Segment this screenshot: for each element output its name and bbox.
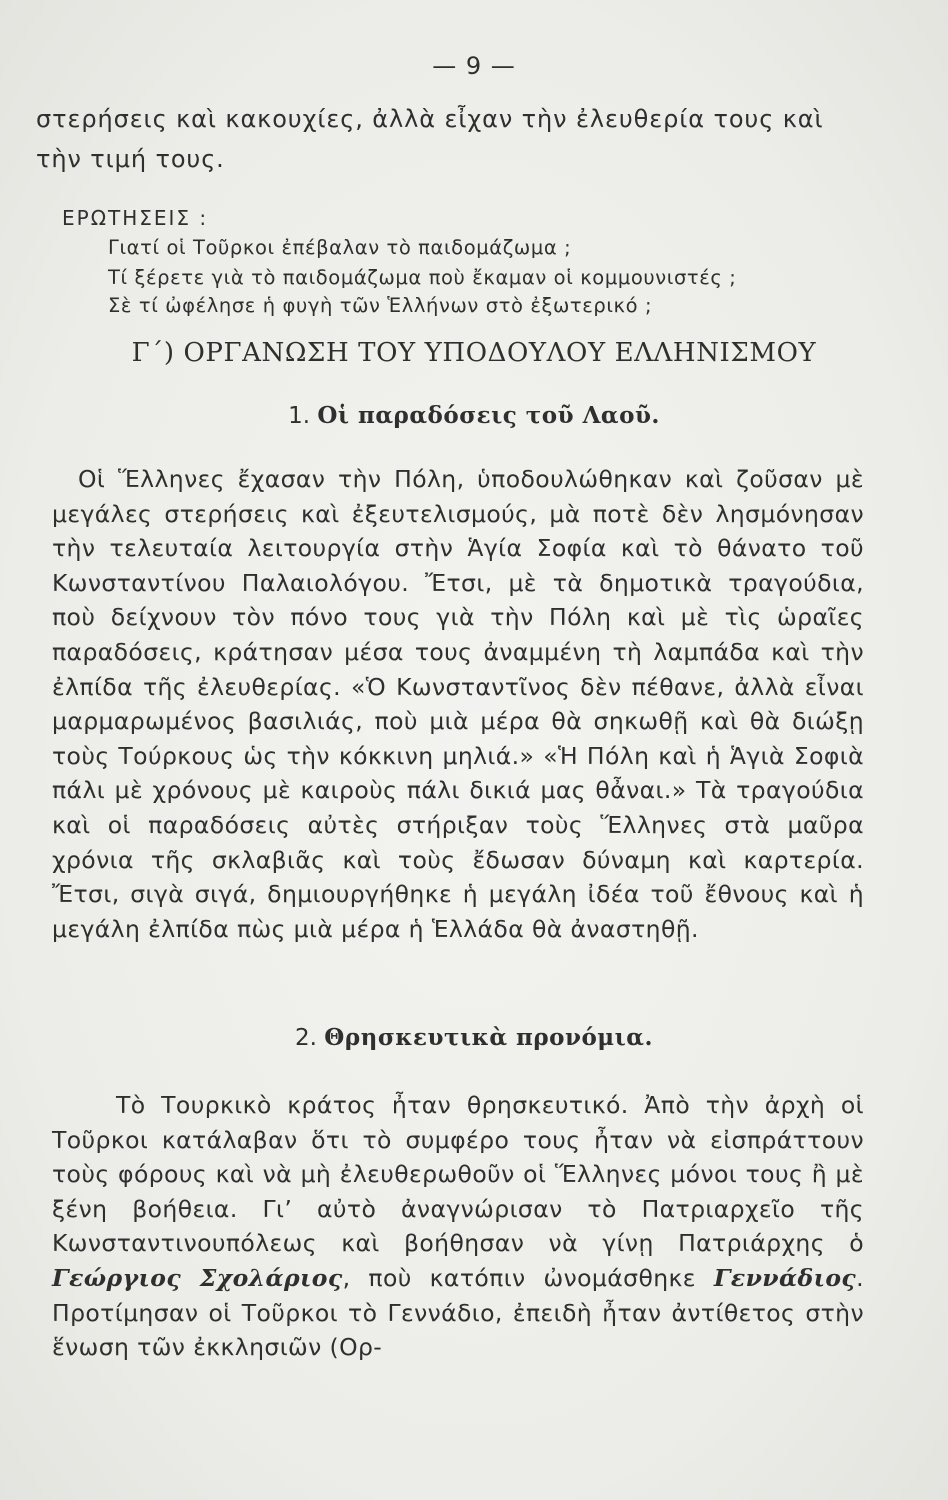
patriarch-new-name: Γεννάδιος	[713, 1263, 857, 1292]
subsection-2-text-part-2: , ποὺ κατόπιν ὠνομάσθηκε	[342, 1263, 696, 1292]
subsection-2-title: Θρησκευτικὰ προνόμια.	[324, 1024, 653, 1051]
questions-label: ΕΡΩΤΗΣΕΙΣ :	[62, 206, 209, 230]
question-1: Γιατί οἱ Τοῦρκοι ἐπέβαλαν τὸ παιδομάζωμα ;	[108, 236, 572, 259]
question-3: Σὲ τί ὠφέλησε ἡ φυγὴ τῶν Ἑλλήνων στὸ ἐξωτερικό ;	[108, 294, 653, 317]
subsection-1-number: 1.	[288, 403, 311, 429]
subsection-2-text-part-1: Τὸ Τουρκικὸ κράτος ἦταν θρησκευτικό. Ἀπὸ τὴν ἀρχὴ οἱ Τοῦρκοι κατάλαβαν ὅτι τὸ συμφέρο τους ἦταν νὰ εἰσπράττουν τοὺς φόρους καὶ νὰ μὴ ἐλευθερωθοῦν οἱ Ἕλληνες μόνοι τους ἢ μὲ ξένη βοήθεια. Γι’ αὐτὸ ἀναγνώρισαν τὸ Πατριαρχεῖο τῆς Κωνσταντινουπόλεως καὶ βοήθησαν νὰ γίνῃ Πατριάρχης ὁ	[52, 1091, 864, 1258]
section-heading: Γ΄) ΟΡΓΑΝΩΣΗ ΤΟΥ ΥΠΟΔΟΥΛΟΥ ΕΛΛΗΝΙΣΜΟΥ	[131, 338, 817, 368]
subsection-2-paragraph	[52, 1088, 864, 1365]
page-number: — 9 —	[432, 52, 516, 80]
question-2: Τί ξέρετε γιὰ τὸ παιδομάζωμα ποὺ ἔκαμαν οἱ κομμουνιστές ;	[108, 266, 737, 289]
intro-line-2: τὴν τιμή τους.	[36, 145, 225, 173]
subsection-2-heading	[0, 1024, 948, 1051]
subsection-2-text-part-3: . Προτίμησαν οἱ Τοῦρκοι τὸ Γεννάδιο, ἐπειδὴ ἦταν ἀντίθετος στὴν ἕνωση τῶν ἐκκλησιῶν (Ορ-	[52, 1263, 864, 1362]
subsection-1-heading	[0, 402, 948, 429]
intro-line-1: στερήσεις καὶ κακουχίες, ἀλλὰ εἶχαν τὴν ἐλευθερία τους καὶ	[36, 105, 824, 133]
patriarch-name: Γεώργιος Σχολάριος	[52, 1263, 343, 1292]
subsection-2-number: 2.	[295, 1025, 317, 1051]
subsection-1-paragraph: Οἱ Ἕλληνες ἔχασαν τὴν Πόλη, ὑποδουλώθηκαν καὶ ζοῦσαν μὲ μεγάλες στερήσεις καὶ ἐξευτελισμούς, μὰ ποτὲ δὲν λησμόνησαν τὴν τελευταία λειτουργία στὴν Ἁγία Σοφία καὶ τὸ θάνατο τοῦ Κωνσταντίνου Παλαιολόγου. Ἔτσι, μὲ τὰ δημοτικὰ τραγούδια, ποὺ δείχνουν τὸν πόνο τους γιὰ τὴν Πόλη καὶ μὲ τὶς ὡραῖες παραδόσεις, κράτησαν μέσα τους ἀναμμένη τὴ λαμπάδα καὶ τὴν ἐλπίδα τῆς ἐλευθερίας. «Ὁ Κωνσταντῖνος δὲν πέθανε, ἀλλὰ εἶναι μαρμαρωμένος βασιλιάς, ποὺ μιὰ μέρα θὰ σηκωθῇ καὶ θὰ διώξῃ τοὺς Τούρκους ὡς τὴν κόκκινη μηλιά.» «Ἡ Πόλη καὶ ἡ Ἁγιὰ Σοφιὰ πάλι μὲ χρόνους μὲ καιροὺς πάλι δικιά μας θἆναι.» Τὰ τραγούδια καὶ οἱ παραδόσεις αὐτὲς στήριξαν τοὺς Ἕλληνες στὰ μαῦρα χρόνια τῆς σκλαβιᾶς καὶ τοὺς ἔδωσαν δύναμη καὶ καρτερία. Ἔτσι, σιγὰ σιγά, δημιουργήθηκε ἡ μεγάλη ἰδέα τοῦ ἔθνους καὶ ἡ μεγάλη ἐλπίδα πὼς μιὰ μέρα ἡ Ἑλλάδα θὰ ἀναστηθῇ.	[52, 465, 864, 943]
subsection-1-title: Οἱ παραδόσεις τοῦ Λαοῦ.	[317, 402, 660, 429]
